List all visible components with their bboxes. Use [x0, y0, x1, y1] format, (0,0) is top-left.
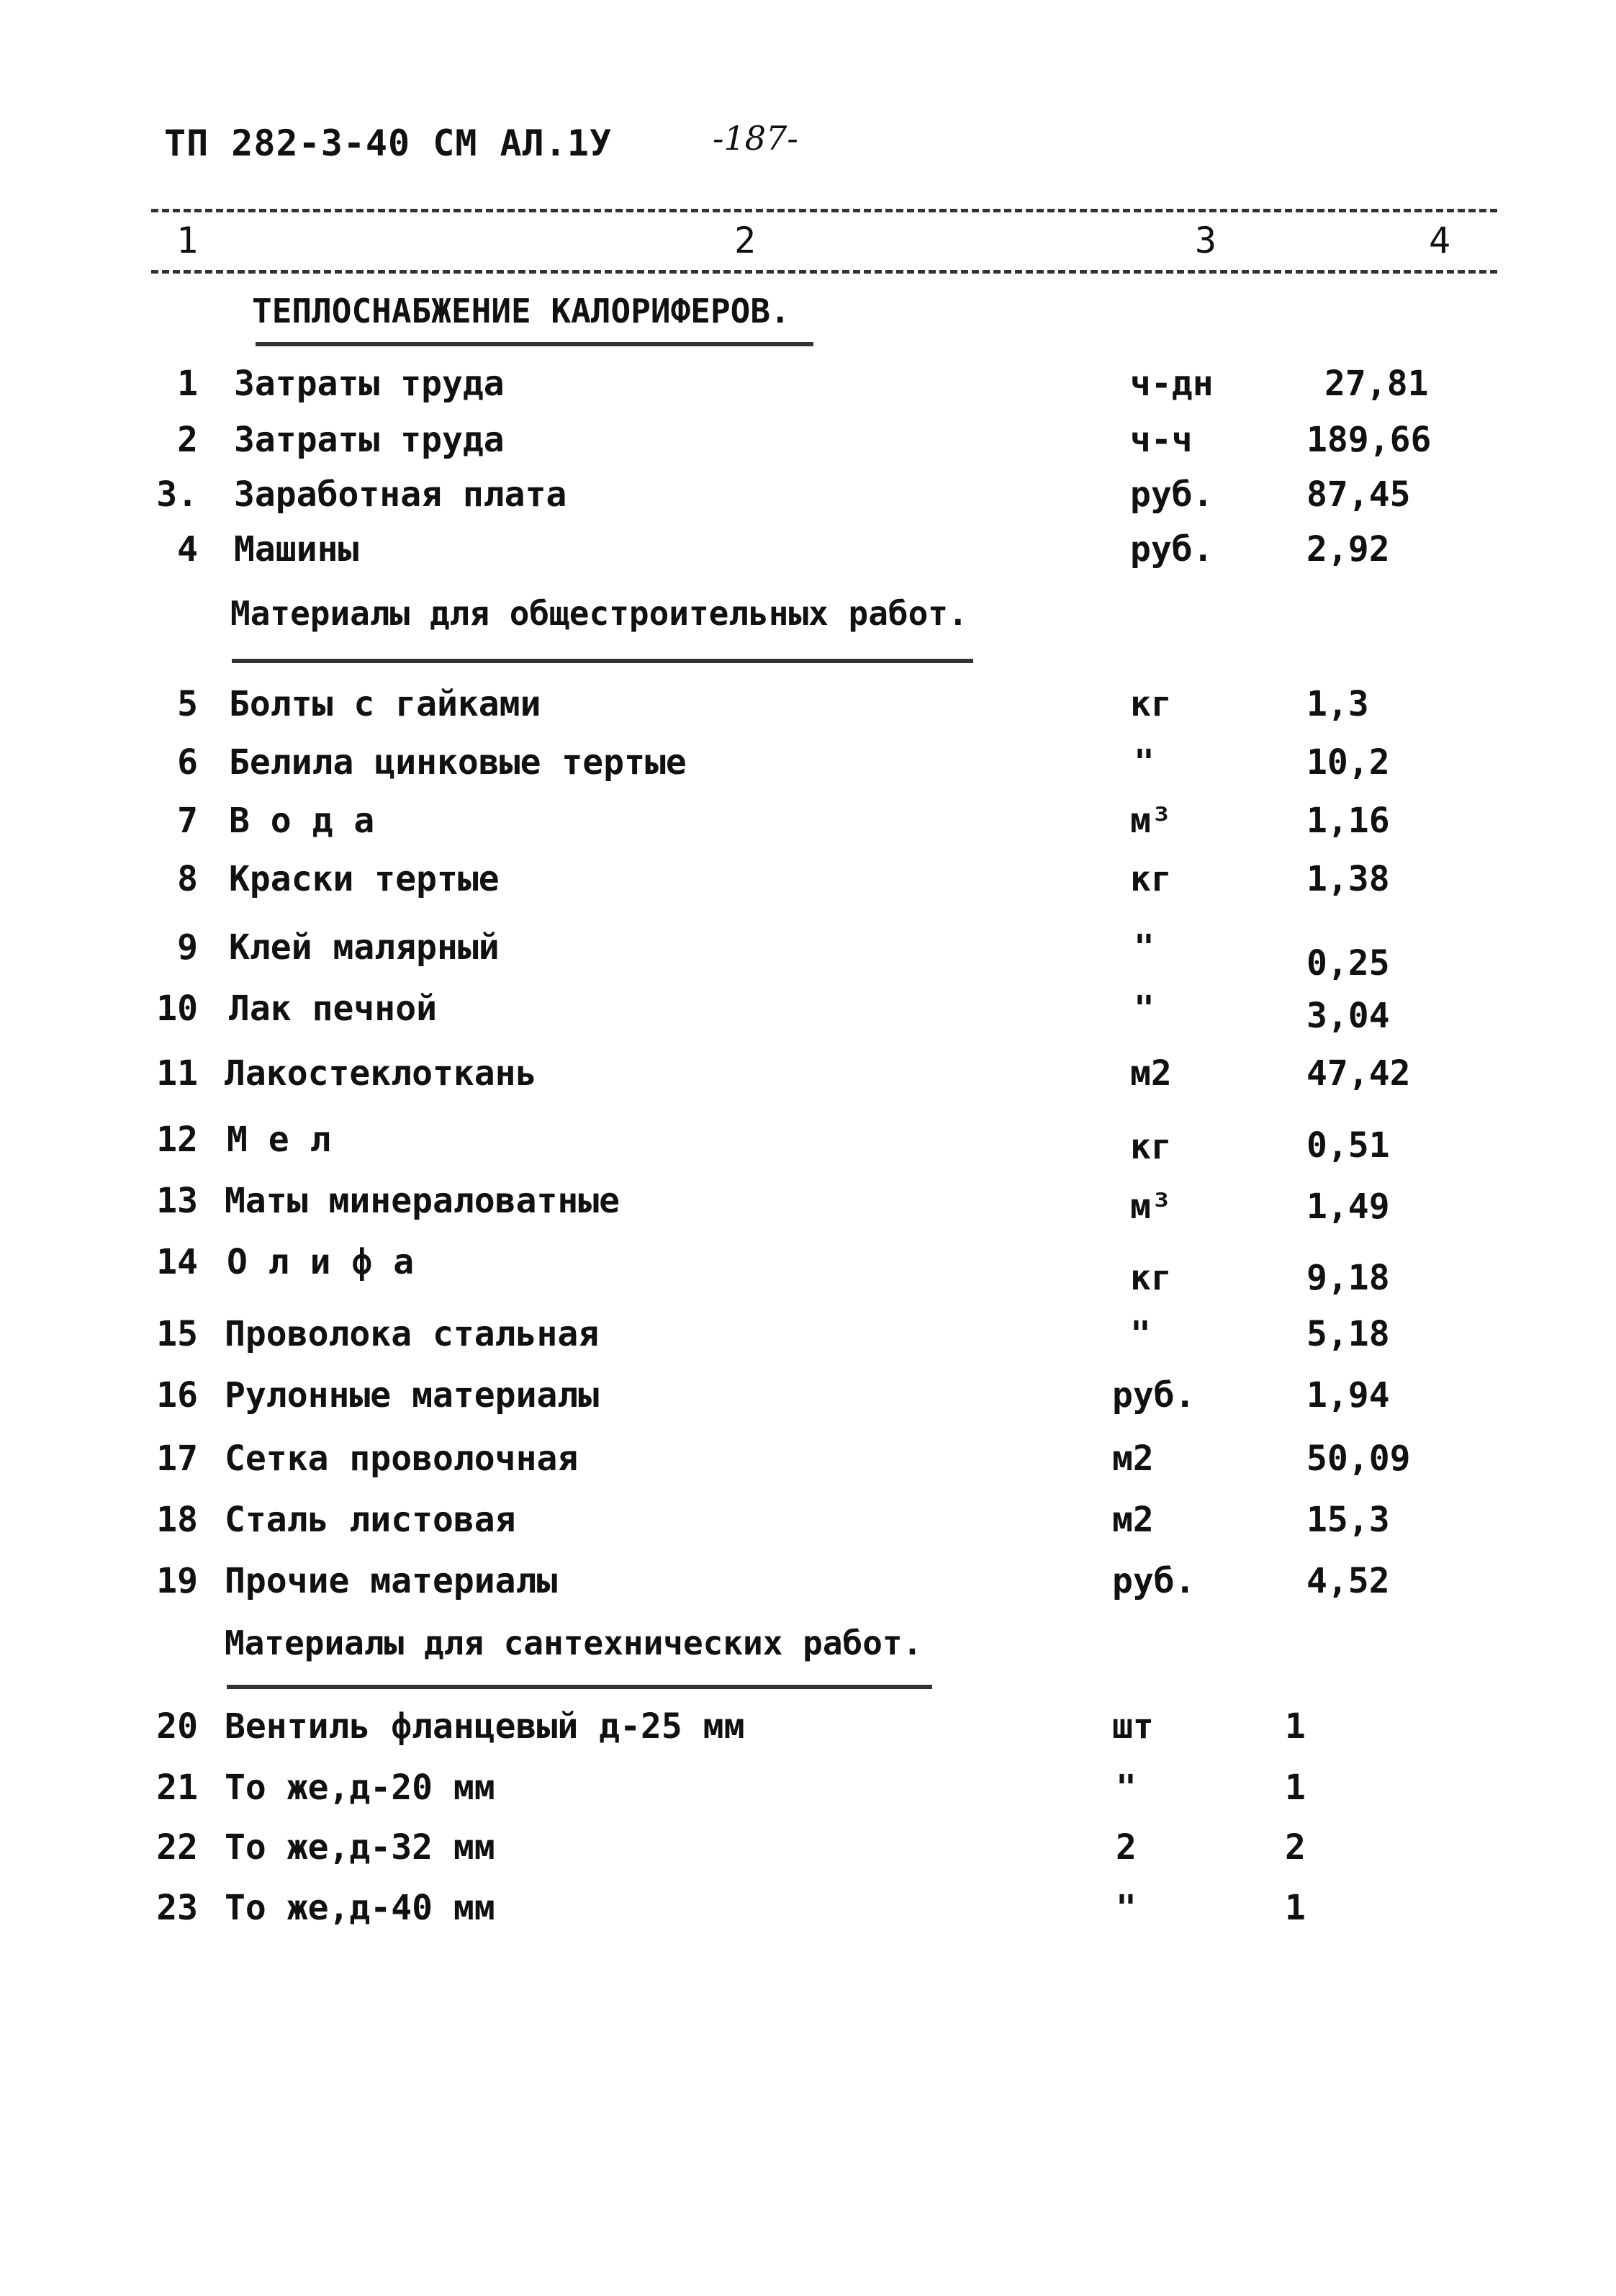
- table-row: [0, 684, 1616, 742]
- row-quantity: 27,81: [1324, 364, 1429, 404]
- row-unit: руб.: [1112, 1561, 1196, 1601]
- section-underline: [227, 1685, 932, 1689]
- row-unit: ": [1130, 1314, 1151, 1354]
- table-row: [0, 1706, 1616, 1764]
- row-name: Маты минераловатные: [225, 1181, 620, 1221]
- row-name: Сталь листовая: [225, 1500, 516, 1540]
- row-number: 22: [156, 1827, 198, 1868]
- row-name: Машины: [234, 529, 359, 570]
- row-quantity: 1,94: [1306, 1375, 1390, 1415]
- table-row: [0, 1375, 1616, 1433]
- section-underline: [232, 659, 973, 663]
- row-quantity: 50,09: [1306, 1439, 1411, 1479]
- row-number: 7: [177, 801, 198, 841]
- row-name: Сетка проволочная: [225, 1439, 579, 1479]
- row-number: 20: [156, 1706, 198, 1747]
- row-unit: кг: [1130, 859, 1172, 899]
- row-number: 9: [177, 927, 198, 968]
- row-number: 21: [156, 1768, 198, 1808]
- row-unit: ": [1134, 989, 1155, 1029]
- row-quantity: 4,52: [1306, 1561, 1390, 1601]
- row-unit: кг: [1130, 1127, 1172, 1167]
- row-quantity: 87,45: [1306, 474, 1411, 515]
- row-name: Проволока стальная: [225, 1314, 600, 1354]
- row-name: Затраты труда: [234, 420, 505, 460]
- table-row: [0, 742, 1616, 800]
- row-unit: руб.: [1130, 529, 1214, 570]
- row-number: 17: [156, 1439, 198, 1479]
- row-unit: ч-дн: [1130, 364, 1214, 404]
- section-title: Материалы для сантехнических работ.: [225, 1624, 923, 1662]
- page-header-code: ТП 282-3-40 СМ АЛ.1У: [164, 122, 613, 164]
- row-number: 5: [177, 684, 198, 724]
- row-name: Рулонные материалы: [225, 1375, 600, 1415]
- table-row: [0, 1439, 1616, 1496]
- row-name: Белила цинковые тертые: [229, 742, 687, 783]
- row-number: 18: [156, 1500, 198, 1540]
- row-unit: ": [1134, 927, 1155, 968]
- row-number: 16: [156, 1375, 198, 1415]
- row-quantity: 47,42: [1306, 1053, 1411, 1094]
- table-row: [0, 1827, 1616, 1885]
- row-quantity: 1,16: [1306, 801, 1390, 841]
- table-row: [0, 1888, 1616, 1945]
- column-header-3: 3: [1195, 220, 1217, 261]
- table-row: [0, 989, 1616, 1046]
- row-quantity: 0,25: [1306, 943, 1390, 983]
- row-name: Заработная плата: [234, 474, 567, 515]
- row-name: Затраты труда: [234, 364, 505, 404]
- row-number: 4: [177, 529, 198, 570]
- row-name: То же,д-20 мм: [225, 1768, 495, 1808]
- row-number: 2: [177, 420, 198, 460]
- row-quantity: 1: [1285, 1768, 1306, 1808]
- row-name: Прочие материалы: [225, 1561, 558, 1601]
- row-quantity: 0,51: [1306, 1125, 1390, 1166]
- row-name: То же,д-32 мм: [225, 1827, 495, 1868]
- section-title: Материалы для общестроительных работ.: [230, 594, 968, 633]
- row-quantity: 1: [1285, 1706, 1306, 1747]
- row-quantity: 3,04: [1306, 996, 1390, 1036]
- row-quantity: 1,49: [1306, 1187, 1390, 1227]
- row-number: 8: [177, 859, 198, 899]
- section-underline: [256, 342, 813, 346]
- row-number: 6: [177, 742, 198, 783]
- row-unit: м2: [1130, 1053, 1172, 1094]
- row-name: Болты с гайками: [229, 684, 541, 724]
- row-name: Вентиль фланцевый д-25 мм: [225, 1706, 745, 1747]
- column-header-2: 2: [734, 220, 757, 261]
- row-unit: руб.: [1112, 1375, 1196, 1415]
- table-row: [0, 420, 1616, 477]
- row-number: 19: [156, 1561, 198, 1601]
- table-row: [0, 1053, 1616, 1111]
- row-unit: ": [1134, 742, 1155, 783]
- column-header-1: 1: [176, 220, 199, 261]
- row-unit: м2: [1112, 1439, 1154, 1479]
- row-unit: кг: [1130, 684, 1172, 724]
- row-number: 13: [156, 1181, 198, 1221]
- row-quantity: 15,3: [1306, 1500, 1390, 1540]
- row-name: М е л: [227, 1120, 331, 1160]
- row-unit: м³: [1130, 801, 1172, 841]
- row-name: О л и ф а: [227, 1242, 415, 1282]
- row-quantity: 2,92: [1306, 529, 1390, 570]
- row-number: 11: [156, 1053, 198, 1094]
- row-name: То же,д-40 мм: [225, 1888, 495, 1928]
- table-row: [0, 927, 1616, 985]
- row-unit: м2: [1112, 1500, 1154, 1540]
- table-row: [0, 474, 1616, 532]
- table-row: [0, 529, 1616, 587]
- table-row: [0, 1181, 1616, 1238]
- row-unit: ": [1116, 1888, 1137, 1928]
- row-quantity: 189,66: [1306, 420, 1432, 460]
- row-name: Краски тертые: [229, 859, 500, 899]
- table-row: [0, 1500, 1616, 1557]
- row-number: 23: [156, 1888, 198, 1928]
- row-unit: ": [1116, 1768, 1137, 1808]
- row-quantity: 5,18: [1306, 1314, 1390, 1354]
- section-title: ТЕПЛОСНАБЖЕНИЕ КАЛОРИФЕРОВ.: [252, 292, 790, 330]
- row-number: 1: [177, 364, 198, 404]
- table-row: [0, 859, 1616, 917]
- row-number: 12: [156, 1120, 198, 1160]
- table-row: [0, 1768, 1616, 1825]
- row-unit: руб.: [1130, 474, 1214, 515]
- row-number: 15: [156, 1314, 198, 1354]
- row-unit: ч-ч: [1130, 420, 1193, 460]
- row-number: 14: [156, 1242, 198, 1282]
- table-row: [0, 1561, 1616, 1619]
- row-number: 10: [156, 989, 198, 1029]
- row-name: Клей малярный: [229, 927, 500, 968]
- table-row: [0, 801, 1616, 858]
- row-number: 3.: [156, 474, 198, 515]
- table-row: [0, 1242, 1616, 1300]
- row-unit: 2: [1116, 1827, 1137, 1868]
- row-quantity: 2: [1285, 1827, 1306, 1868]
- row-name: Лак печной: [229, 989, 437, 1029]
- table-row: [0, 1120, 1616, 1177]
- row-quantity: 1: [1285, 1888, 1306, 1928]
- row-unit: шт: [1112, 1706, 1154, 1747]
- row-quantity: 9,18: [1306, 1258, 1390, 1298]
- header-divider-bottom: [151, 270, 1497, 274]
- row-name: В о д а: [229, 801, 375, 841]
- table-row: [0, 364, 1616, 421]
- row-unit: кг: [1130, 1258, 1172, 1298]
- row-quantity: 10,2: [1306, 742, 1390, 783]
- row-name: Лакостеклоткань: [225, 1053, 537, 1094]
- row-quantity: 1,38: [1306, 859, 1390, 899]
- table-row: [0, 1314, 1616, 1372]
- header-divider-top: [151, 209, 1497, 212]
- column-header-4: 4: [1429, 220, 1451, 261]
- row-quantity: 1,3: [1306, 684, 1369, 724]
- row-unit: м³: [1130, 1187, 1172, 1227]
- page-number: -187-: [713, 119, 798, 158]
